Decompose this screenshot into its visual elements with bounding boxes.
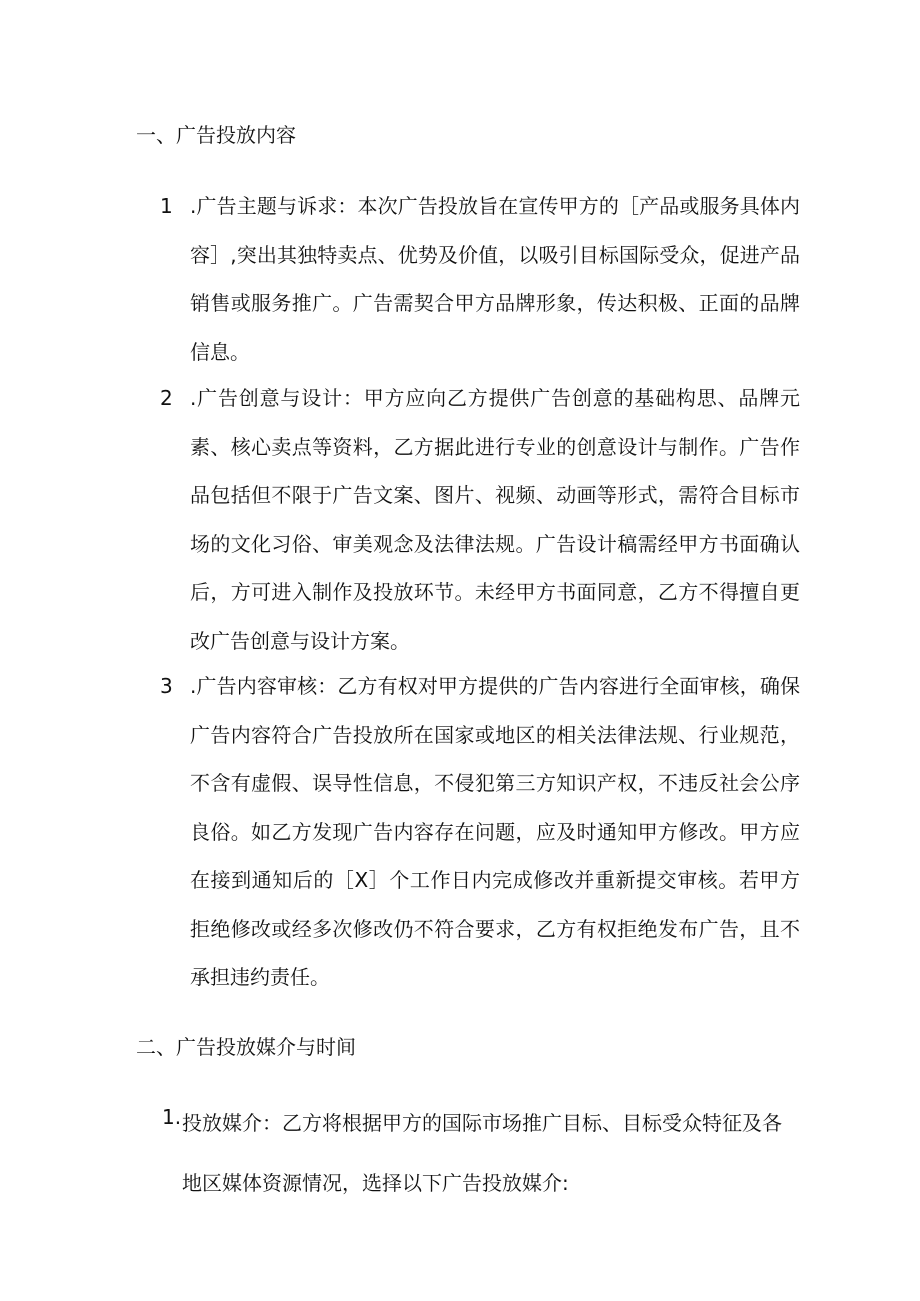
section-heading: 二、广告投放媒介与时间 — [136, 1035, 356, 1059]
list-item — [160, 374, 800, 665]
item-number: 1. — [162, 1105, 182, 1129]
item-text: .广告主题与诉求：本次广告投放旨在宣传甲方的［产品或服务具体内容］,突出其独特卖点、优势及价值，以吸引目标国际受众，促进产品销售或服务推广。广告需契合甲方品牌形象，传达积极、正面的品牌信息。 — [190, 194, 800, 364]
item-text: 投放媒介：乙方将根据甲方的国际市场推广目标、目标受众特征及各地区媒体资源情况，选择以下广告投放媒介: — [182, 1111, 782, 1195]
list-item — [162, 1093, 782, 1213]
item-number: 3 — [160, 674, 173, 698]
list-item — [160, 662, 800, 1002]
item-number: 1 — [160, 194, 173, 218]
item-text: .广告内容审核：乙方有权对甲方提供的广告内容进行全面审核，确保广告内容符合广告投放所在国家或地区的相关法律法规、行业规范，不含有虚假、误导性信息，不侵犯第三方知识产权，不违反社会公序良俗。如乙方发现广告内容存在问题，应及时通知甲方修改。甲方应在接到通知后的［X］个工作日内完成修改并重新提交审核。若甲方拒绝修改或经多次修改仍不符合要求，乙方有权拒绝发布广告，且不承担违约责任。 — [190, 674, 800, 989]
item-text: .广告创意与设计：甲方应向乙方提供广告创意的基础构思、品牌元素、核心卖点等资料，乙方据此进行专业的创意设计与制作。广告作品包括但不限于广告文案、图片、视频、动画等形式，需符合目标市场的文化习俗、审美观念及法律法规。广告设计稿需经甲方书面确认后，方可进入制作及投放环节。未经甲方书面同意，乙方不得擅自更改广告创意与设计方案。 — [190, 386, 800, 653]
item-number: 2 — [160, 386, 173, 410]
list-item — [160, 182, 800, 376]
section-heading: 一、广告投放内容 — [136, 123, 296, 147]
